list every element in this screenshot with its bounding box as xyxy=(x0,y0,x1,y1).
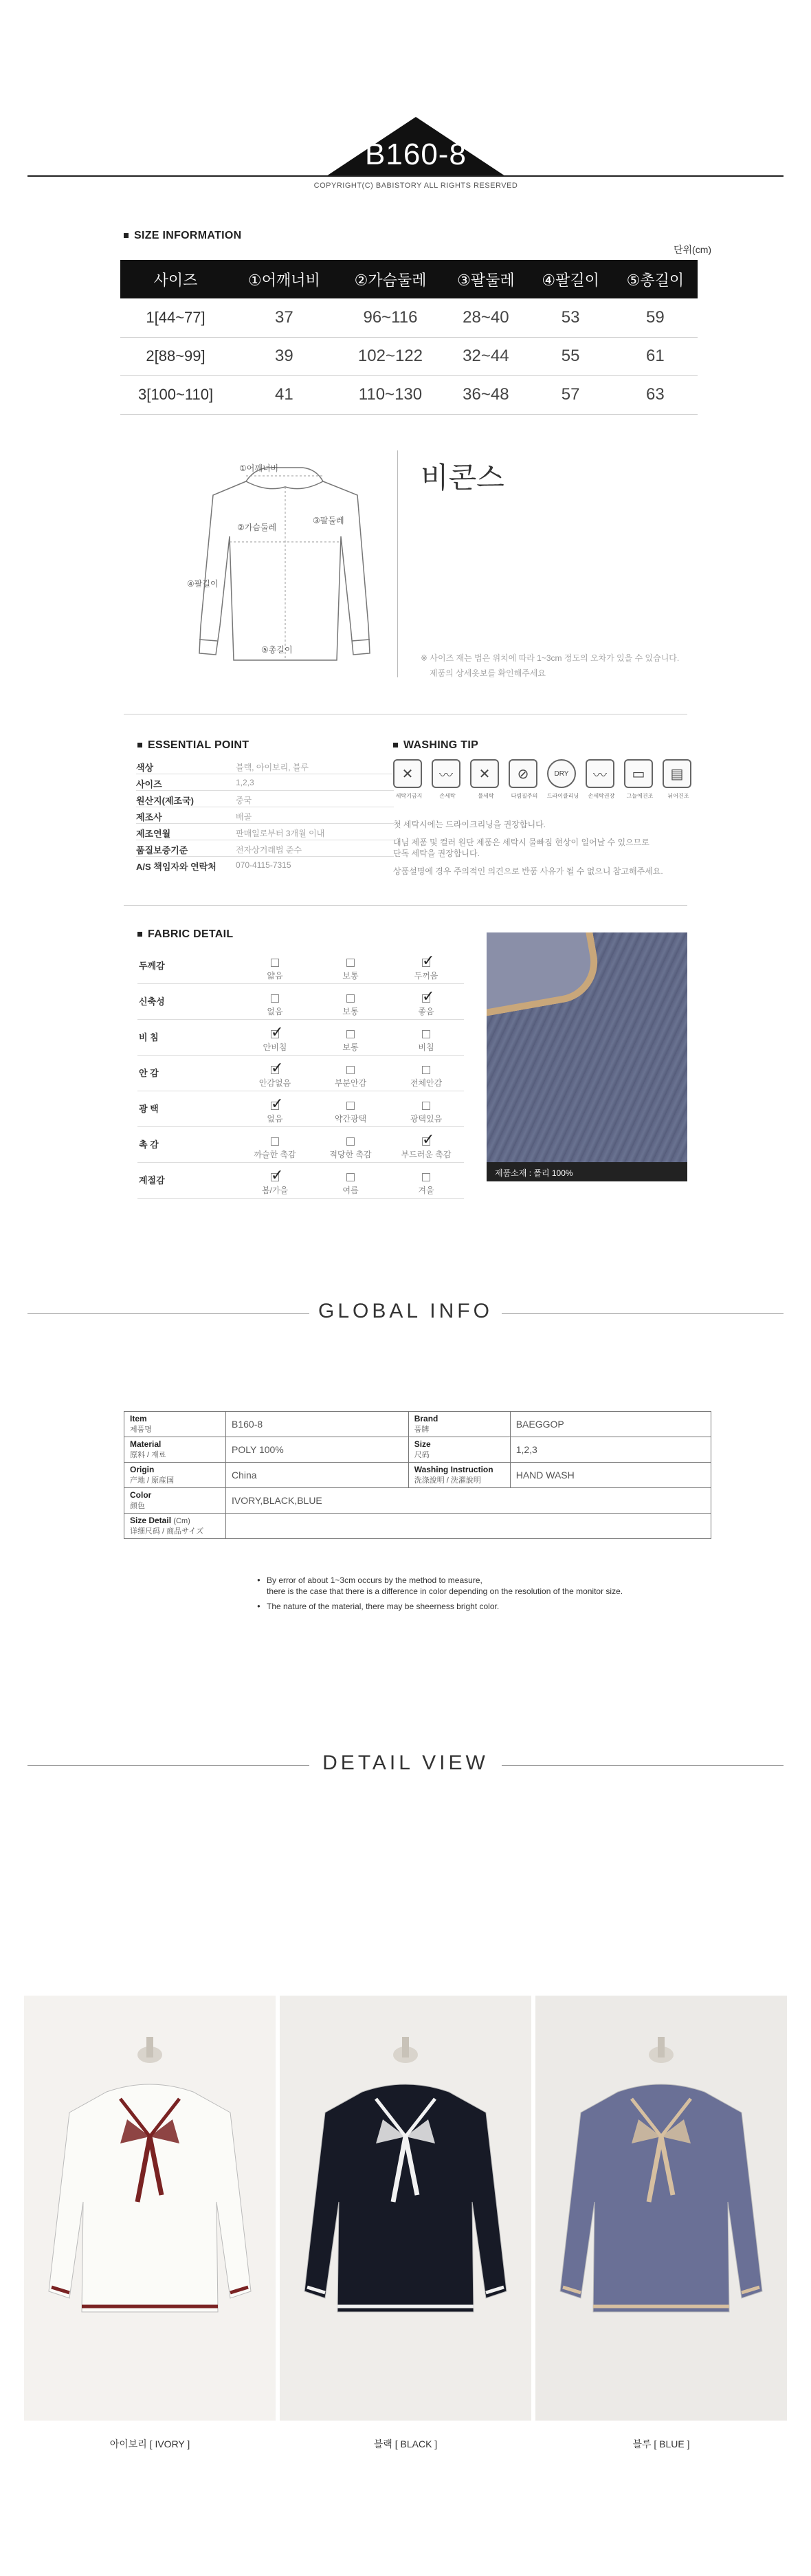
key-en: Origin xyxy=(130,1465,155,1474)
essential-value: 070-4115-7315 xyxy=(236,860,291,870)
washing-icon-label: 물세탁 xyxy=(478,793,494,799)
check-icon: ✓ xyxy=(271,1095,284,1112)
check-icon: ✓ xyxy=(422,987,435,1005)
essential-value: 1,2,3 xyxy=(236,778,254,787)
table-row xyxy=(124,1488,711,1514)
size-cell: 2[88~99] xyxy=(120,337,231,375)
fabric-checkbox xyxy=(422,1173,430,1181)
header-divider xyxy=(27,175,784,177)
detail-view-title: DETAIL VIEW xyxy=(322,1751,489,1774)
essential-title: ESSENTIAL POINT xyxy=(137,739,249,752)
washing-icon-label: 뉘어건조 xyxy=(667,793,689,799)
product-photo xyxy=(535,1996,787,2421)
diagram-label-shoulder: ①어깨너비 xyxy=(239,463,279,473)
washing-text: 대님 제품 및 컬러 원단 제품은 세탁시 물빠짐 현상이 일어날 수 있으므로 xyxy=(393,838,649,847)
fabric-checkbox xyxy=(271,994,279,1003)
size-cell: 63 xyxy=(613,375,698,414)
no-machine-icon: ✕ xyxy=(470,759,499,788)
global-key xyxy=(124,1463,226,1488)
fabric-option: 보통 xyxy=(342,971,359,981)
size-col-header: ②가슴둘레 xyxy=(337,260,444,298)
size-cell: 32~44 xyxy=(443,337,528,375)
essential-value: 블랙, 아이보리, 블루 xyxy=(236,763,309,772)
fabric-checkbox xyxy=(271,959,279,967)
fabric-checkbox xyxy=(271,1137,279,1146)
fabric-swatch xyxy=(487,932,687,1181)
global-info-title: GLOBAL INFO xyxy=(318,1300,493,1322)
washing-icon-label: 손세탁권장 xyxy=(588,793,615,799)
size-cell: 1[44~77] xyxy=(120,298,231,337)
fabric-key: 광 택 xyxy=(139,1104,159,1114)
table-row xyxy=(120,337,698,375)
washing-title: WASHING TIP xyxy=(393,739,478,752)
fabric-checkbox xyxy=(422,1102,430,1110)
global-value: China xyxy=(226,1463,409,1488)
fabric-option: 안감없음 xyxy=(258,1078,291,1088)
size-cell: 3[100~110] xyxy=(120,375,231,414)
list-item xyxy=(136,857,394,873)
global-key xyxy=(124,1412,226,1437)
fabric-checkbox xyxy=(346,1102,355,1110)
diagram-label-arm-length: ④팔길이 xyxy=(187,579,219,589)
essential-key: 품질보증기준 xyxy=(136,845,188,855)
list-item xyxy=(136,774,394,791)
size-unit: 단위(cm) xyxy=(674,244,712,255)
fabric-option: 보통 xyxy=(342,1043,359,1052)
fabric-option: 비침 xyxy=(418,1043,434,1052)
check-icon: ✓ xyxy=(271,1023,284,1040)
hand-wash-icon: 〰 xyxy=(432,759,460,788)
fabric-option: 부드러운 촉감 xyxy=(401,1150,452,1159)
washing-icon-label: 드라이클리닝 xyxy=(546,793,579,799)
swatch-collar xyxy=(487,932,604,1019)
fabric-row-divider xyxy=(137,1162,464,1163)
check-icon: ✓ xyxy=(422,1131,435,1148)
list-item xyxy=(136,791,394,807)
key-local: 产地 / 原産国 xyxy=(130,1476,175,1485)
global-key xyxy=(408,1437,510,1463)
size-note-2: 제품의 상세옷보를 확인해주세요 xyxy=(430,668,546,678)
essential-value: 중국 xyxy=(236,796,252,805)
key-en: Item xyxy=(130,1414,147,1423)
key-local: 尺码 xyxy=(414,1451,430,1459)
photo-color-label: 블랙 [ BLACK ] xyxy=(373,2438,438,2449)
washing-icon-label: 다림질주의 xyxy=(511,793,538,799)
fabric-checkbox xyxy=(346,1030,355,1038)
shade-dry-icon: ▭ xyxy=(624,759,653,788)
key-local: 제품명 xyxy=(130,1426,152,1434)
size-col-header: ①어깨너비 xyxy=(231,260,337,298)
key-en: Color xyxy=(130,1490,152,1500)
diagram-label-total-length: ⑤총길이 xyxy=(261,645,293,655)
washing-icon-label: 세탁기금지 xyxy=(395,793,423,799)
global-key xyxy=(408,1412,510,1437)
no-tumble-dry-icon: ⊘ xyxy=(509,759,537,788)
fabric-key: 촉 감 xyxy=(139,1139,159,1150)
fabric-checkbox xyxy=(346,1173,355,1181)
fabric-option: 적당한 촉감 xyxy=(329,1150,372,1159)
fabric-row-divider xyxy=(137,1198,464,1199)
fabric-key: 계절감 xyxy=(139,1175,165,1186)
size-col-header: ④팔길이 xyxy=(529,260,613,298)
no-bleach-icon: ✕ xyxy=(393,759,422,788)
fabric-option: 좋음 xyxy=(418,1007,434,1016)
table-row xyxy=(124,1412,711,1437)
washing-text: 단독 세탁을 권장합니다. xyxy=(393,849,480,858)
check-icon: ✓ xyxy=(271,1059,284,1076)
washing-text: 첫 세탁시에는 드라이크리닝을 권장합니다. xyxy=(393,820,546,829)
size-note: ※ 사이즈 재는 법은 위치에 따라 1~3cm 정도의 오차가 있을 수 있습니다. xyxy=(421,653,680,663)
global-key xyxy=(124,1437,226,1463)
list-item xyxy=(136,840,394,857)
product-photo xyxy=(24,1996,276,2421)
measurement-diagram xyxy=(186,454,392,674)
fabric-option: 전체안감 xyxy=(410,1078,443,1088)
key-en: Washing Instruction xyxy=(414,1465,493,1474)
key-en: Brand xyxy=(414,1414,438,1423)
flat-dry-icon: ▤ xyxy=(663,759,691,788)
fabric-option: 두꺼움 xyxy=(414,971,438,981)
fabric-option: 부분안감 xyxy=(334,1078,367,1088)
global-value xyxy=(226,1514,711,1539)
essential-key: 제조연월 xyxy=(136,829,171,839)
water-wash-icon: 〰 xyxy=(586,759,614,788)
size-cell: 53 xyxy=(529,298,613,337)
key-local: 原料 / 재료 xyxy=(130,1451,166,1459)
material-caption: 제품소재 : 폴리 100% xyxy=(487,1162,687,1181)
fabric-row-divider xyxy=(137,983,464,984)
product-name: 비콘스 xyxy=(421,461,504,494)
washing-icon-label: 손세탁 xyxy=(439,793,456,799)
fabric-key: 신축성 xyxy=(139,996,165,1007)
note-line: there is the case that there is a difference in color depending on the resolution of the monitor size. xyxy=(267,1586,623,1596)
fabric-row-divider xyxy=(137,1055,464,1056)
global-value: BAEGGOP xyxy=(510,1412,711,1437)
key-local: 详细尺码 / 商品サイズ xyxy=(130,1527,204,1536)
size-cell: 36~48 xyxy=(443,375,528,414)
size-info-title: SIZE INFORMATION xyxy=(124,230,242,242)
size-col-header: 사이즈 xyxy=(120,260,231,298)
fabric-checkbox xyxy=(346,994,355,1003)
table-row xyxy=(124,1463,711,1488)
fabric-key: 안 감 xyxy=(139,1068,159,1078)
essential-key: 원산지(제조국) xyxy=(136,796,195,806)
key-local: 품牌 xyxy=(414,1426,430,1434)
fabric-option: 약간광택 xyxy=(334,1114,367,1124)
washing-text: 상품설명에 경우 주의적인 의견으로 반품 사유가 될 수 없으니 참고해주세요. xyxy=(393,866,663,876)
note-line: By error of about 1~3cm occurs by the method to measure, xyxy=(267,1575,482,1585)
size-cell: 96~116 xyxy=(337,298,444,337)
essential-value: 배골 xyxy=(236,812,252,822)
fabric-title: FABRIC DETAIL xyxy=(137,928,234,941)
essential-key: 제조사 xyxy=(136,812,162,822)
fabric-option: 광택있음 xyxy=(410,1114,443,1124)
global-value: IVORY,BLACK,BLUE xyxy=(226,1488,711,1514)
fabric-option: 까슬한 촉감 xyxy=(254,1150,296,1159)
key-en xyxy=(130,1516,220,1525)
fabric-checkbox xyxy=(346,1137,355,1146)
diagram-divider xyxy=(397,450,398,677)
fabric-option: 없음 xyxy=(267,1114,283,1124)
size-cell: 41 xyxy=(231,375,337,414)
table-row xyxy=(124,1514,711,1539)
key-en: Size xyxy=(414,1439,431,1449)
fabric-option: 여름 xyxy=(342,1186,359,1195)
table-row xyxy=(120,298,698,337)
check-icon: ✓ xyxy=(422,952,435,969)
global-info-table xyxy=(124,1411,711,1539)
size-cell: 55 xyxy=(529,337,613,375)
size-col-header: ⑤총길이 xyxy=(613,260,698,298)
key-local: 颜色 xyxy=(130,1502,145,1510)
global-key xyxy=(124,1514,226,1539)
fabric-option: 겨울 xyxy=(418,1186,434,1195)
size-cell: 39 xyxy=(231,337,337,375)
essential-key: A/S 책임자와 연락처 xyxy=(136,862,216,872)
product-code: B160-8 xyxy=(365,138,467,171)
fabric-checkbox xyxy=(346,1066,355,1074)
size-cell: 59 xyxy=(613,298,698,337)
size-cell: 110~130 xyxy=(337,375,444,414)
section-divider xyxy=(124,905,687,906)
fabric-option: 보통 xyxy=(342,1007,359,1016)
check-icon: ✓ xyxy=(271,1166,284,1183)
list-item xyxy=(136,824,394,840)
size-cell: 57 xyxy=(529,375,613,414)
diagram-label-chest: ②가슴둘레 xyxy=(237,523,277,532)
photo-color-label: 아이보리 [ IVORY ] xyxy=(109,2438,190,2449)
list-item xyxy=(136,758,394,774)
copyright-text: COPYRIGHT(C) BABISTORY ALL RIGHTS RESERVED xyxy=(313,182,518,190)
size-cell: 61 xyxy=(613,337,698,375)
size-col-header: ③팔둘레 xyxy=(443,260,528,298)
product-photo xyxy=(280,1996,531,2421)
global-note xyxy=(267,1575,623,1597)
global-key xyxy=(408,1463,510,1488)
fabric-row-divider xyxy=(137,1126,464,1127)
fabric-checkbox xyxy=(346,959,355,967)
size-cell: 28~40 xyxy=(443,298,528,337)
key-en: Material xyxy=(130,1439,162,1449)
global-key xyxy=(124,1488,226,1514)
size-cell: 102~122 xyxy=(337,337,444,375)
table-row xyxy=(124,1437,711,1463)
global-value: 1,2,3 xyxy=(510,1437,711,1463)
fabric-option: 없음 xyxy=(267,1007,283,1016)
fabric-option: 안비침 xyxy=(263,1043,287,1052)
global-value: HAND WASH xyxy=(510,1463,711,1488)
global-value: B160-8 xyxy=(226,1412,409,1437)
size-cell: 37 xyxy=(231,298,337,337)
diagram-label-arm-circ: ③팔둘레 xyxy=(313,516,344,525)
dry-clean-icon: DRY xyxy=(547,759,576,788)
global-value: POLY 100% xyxy=(226,1437,409,1463)
list-item xyxy=(136,807,394,824)
essential-value: 전자상거래법 준수 xyxy=(236,845,302,855)
fabric-key: 비 침 xyxy=(139,1032,159,1043)
fabric-row-divider xyxy=(137,1019,464,1020)
essential-value: 판매일로부터 3개월 이내 xyxy=(236,829,325,838)
fabric-option: 얇음 xyxy=(267,971,283,981)
global-note: ● The nature of the material, there may be sheerness bright color. xyxy=(267,1601,499,1612)
size-table xyxy=(120,260,698,415)
photo-color-label: 블루 [ BLUE ] xyxy=(632,2438,690,2449)
essential-key: 색상 xyxy=(136,763,154,773)
fabric-checkbox xyxy=(422,1066,430,1074)
key-local: 洗涤說明 / 洗濯說明 xyxy=(414,1476,481,1485)
washing-icon-label: 그늘에건조 xyxy=(626,793,654,799)
fabric-key: 두께감 xyxy=(139,961,165,971)
fabric-option: 봄/가을 xyxy=(261,1186,289,1195)
size-detail-label: Size Detail xyxy=(130,1516,172,1525)
size-detail-unit: (Cm) xyxy=(173,1517,190,1525)
table-row xyxy=(120,375,698,414)
essential-key: 사이즈 xyxy=(136,779,162,789)
fabric-checkbox xyxy=(422,1030,430,1038)
